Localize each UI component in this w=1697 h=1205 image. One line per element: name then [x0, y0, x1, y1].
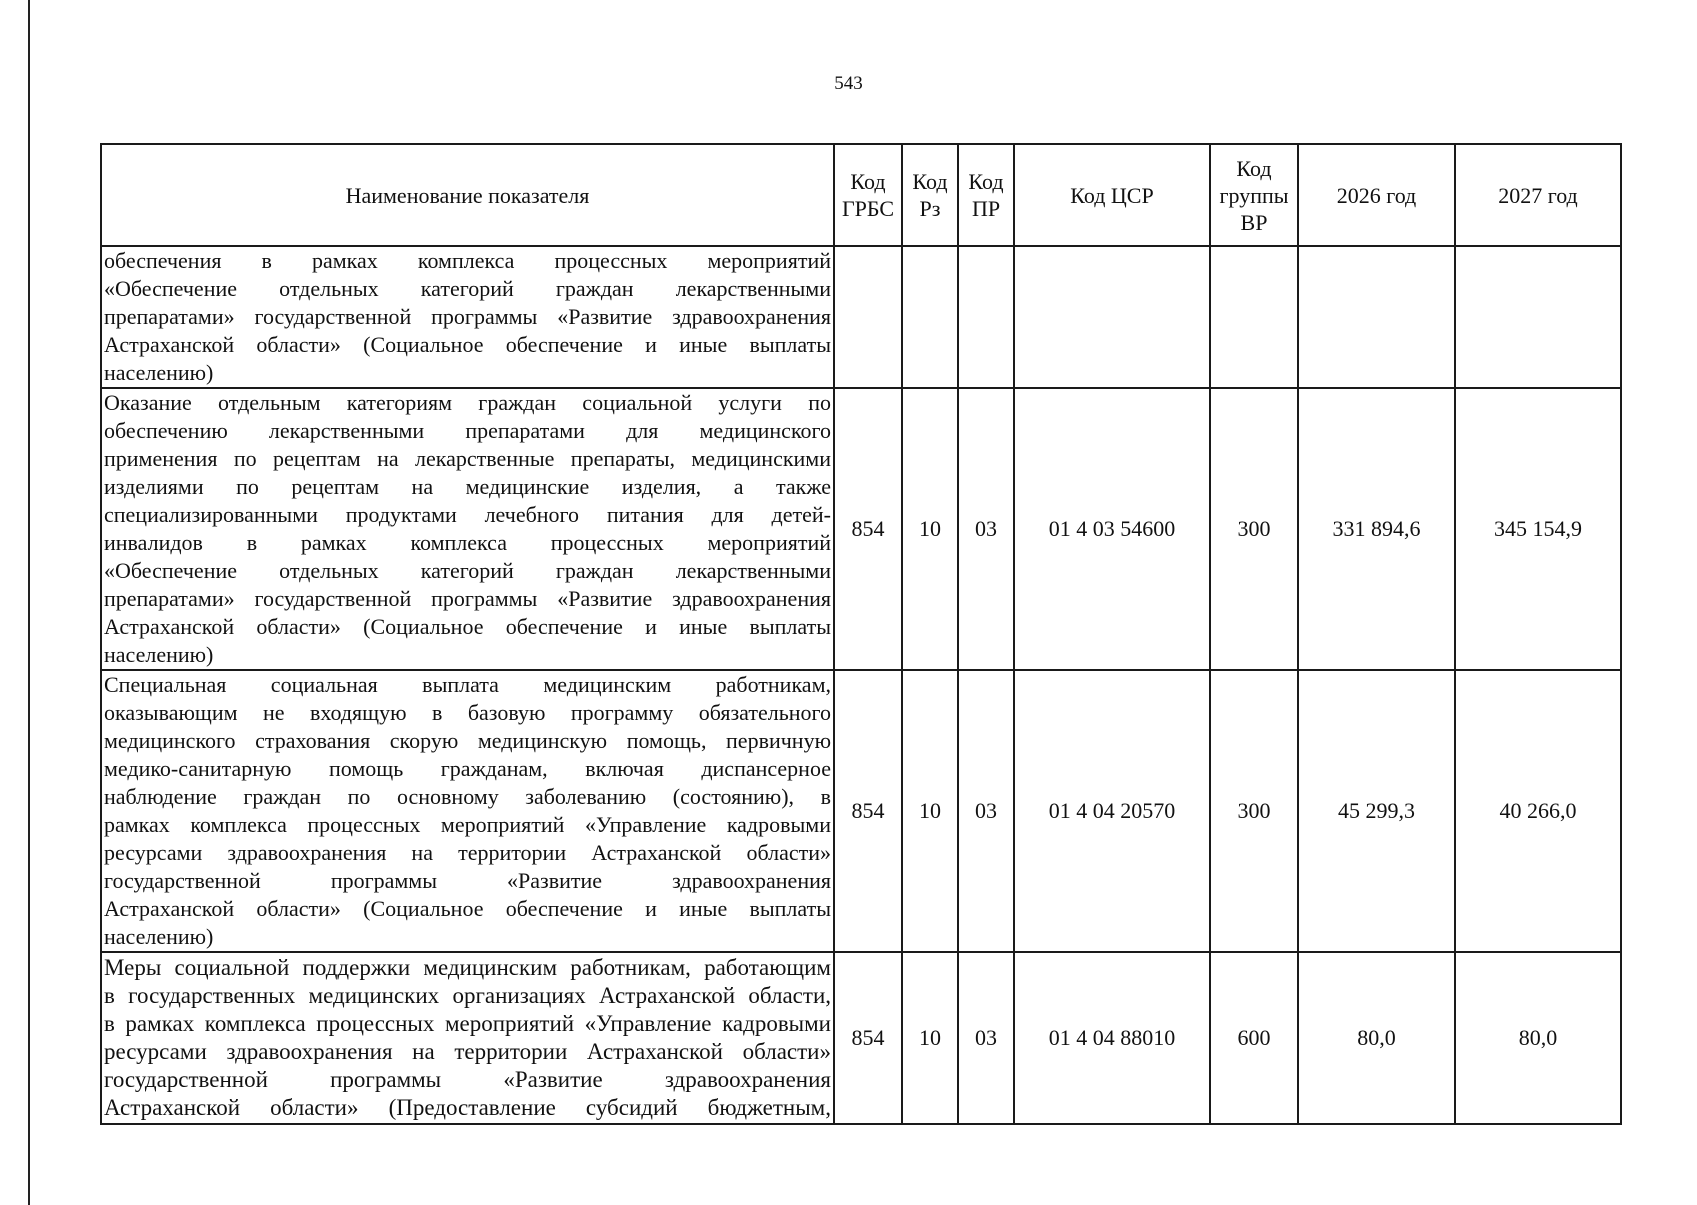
- row-vr: 600: [1210, 952, 1298, 1124]
- row-2026: [1298, 246, 1455, 388]
- row-name-line: Специальная социальная выплата медицинским работникам,: [104, 672, 831, 697]
- row-name-line: медико-санитарную помощь гражданам, включая диспансерное: [104, 756, 831, 781]
- row-name-line: Астраханской области» (Предоставление субсидий бюджетным,: [104, 1095, 831, 1120]
- row-name-line: обеспечению лекарственными препаратами для медицинского: [104, 418, 831, 443]
- row-name-cell: [101, 670, 834, 952]
- table-row: [101, 952, 1621, 1124]
- row-name-line: населению): [104, 642, 214, 667]
- row-rz: [902, 246, 958, 388]
- margin-line: [28, 0, 30, 1205]
- row-csr: [1014, 246, 1210, 388]
- row-pr: [958, 246, 1014, 388]
- row-name-line: Астраханской области» (Социальное обеспечение и иные выплаты: [104, 614, 831, 639]
- budget-table: [100, 143, 1622, 1125]
- page-number: 543: [834, 73, 863, 94]
- table-body: [101, 246, 1621, 1124]
- row-name-line: специализированными продуктами лечебного питания для детей-: [104, 502, 831, 527]
- row-name-line: препаратами» государственной программы «Развитие здравоохранения: [104, 304, 831, 329]
- row-name-line: государственной программы «Развитие здравоохранения: [104, 1067, 831, 1092]
- table-row: [101, 670, 1621, 952]
- row-name-line: «Обеспечение отдельных категорий граждан лекарственными: [104, 558, 831, 583]
- row-name-line: ресурсами здравоохранения на территории Астраханской области»: [104, 1039, 831, 1064]
- row-grbs: 854: [834, 670, 902, 952]
- row-2027: 80,0: [1455, 952, 1621, 1124]
- row-name-line: обеспечения в рамках комплекса процессных мероприятий: [104, 248, 831, 273]
- row-vr: [1210, 246, 1298, 388]
- row-grbs: 854: [834, 388, 902, 670]
- row-2027: [1455, 246, 1621, 388]
- row-name-line: Астраханской области» (Социальное обеспечение и иные выплаты: [104, 332, 831, 357]
- table-row: [101, 388, 1621, 670]
- header-csr: Код ЦСР: [1014, 144, 1210, 246]
- row-name-line: Меры социальной поддержки медицинским работникам, работающим: [104, 955, 831, 980]
- row-pr: 03: [958, 952, 1014, 1124]
- row-name-line: изделиями по рецептам на медицинские изделия, а также: [104, 474, 831, 499]
- row-name-line: применения по рецептам на лекарственные препараты, медицинскими: [104, 446, 831, 471]
- row-name-line: Астраханской области» (Социальное обеспечение и иные выплаты: [104, 896, 831, 921]
- row-2027: 345 154,9: [1455, 388, 1621, 670]
- row-rz: 10: [902, 388, 958, 670]
- row-name-line: инвалидов в рамках комплекса процессных мероприятий: [104, 530, 831, 555]
- row-2026: 80,0: [1298, 952, 1455, 1124]
- row-name-line: государственной программы «Развитие здравоохранения: [104, 868, 831, 893]
- header-grbs: Код ГРБС: [834, 144, 902, 246]
- row-name-line: в государственных медицинских организациях Астраханской области,: [104, 983, 831, 1008]
- row-2026: 331 894,6: [1298, 388, 1455, 670]
- row-pr: 03: [958, 388, 1014, 670]
- table-row: [101, 246, 1621, 388]
- row-name-line: рамках комплекса процессных мероприятий «Управление кадровыми: [104, 812, 831, 837]
- header-pr: Код ПР: [958, 144, 1014, 246]
- row-rz: 10: [902, 952, 958, 1124]
- row-name-cell: [101, 388, 834, 670]
- row-name-line: населению): [104, 924, 214, 949]
- row-name-line: населению): [104, 360, 214, 385]
- row-name-cell: [101, 952, 834, 1124]
- row-name-line: наблюдение граждан по основному заболеванию (состоянию), в: [104, 784, 831, 809]
- row-grbs: 854: [834, 952, 902, 1124]
- row-grbs: [834, 246, 902, 388]
- header-2027: 2027 год: [1455, 144, 1621, 246]
- row-csr: 01 4 04 88010: [1014, 952, 1210, 1124]
- row-vr: 300: [1210, 670, 1298, 952]
- header-name: Наименование показателя: [101, 144, 834, 246]
- row-name-line: медицинского страхования скорую медицинскую помощь, первичную: [104, 728, 831, 753]
- header-vr: Код группы ВР: [1210, 144, 1298, 246]
- row-pr: 03: [958, 670, 1014, 952]
- row-name-line: Оказание отдельным категориям граждан социальной услуги по: [104, 390, 831, 415]
- row-name-cell: [101, 246, 834, 388]
- row-csr: 01 4 04 20570: [1014, 670, 1210, 952]
- row-name-line: «Обеспечение отдельных категорий граждан лекарственными: [104, 276, 831, 301]
- row-vr: 300: [1210, 388, 1298, 670]
- row-2027: 40 266,0: [1455, 670, 1621, 952]
- row-csr: 01 4 03 54600: [1014, 388, 1210, 670]
- header-rz: Код Рз: [902, 144, 958, 246]
- header-2026: 2026 год: [1298, 144, 1455, 246]
- row-2026: 45 299,3: [1298, 670, 1455, 952]
- row-name-line: ресурсами здравоохранения на территории Астраханской области»: [104, 840, 831, 865]
- row-name-line: препаратами» государственной программы «Развитие здравоохранения: [104, 586, 831, 611]
- table-header-row: [101, 144, 1621, 246]
- row-name-line: в рамках комплекса процессных мероприятий «Управление кадровыми: [104, 1011, 831, 1036]
- row-rz: 10: [902, 670, 958, 952]
- row-name-line: оказывающим не входящую в базовую программу обязательного: [104, 700, 831, 725]
